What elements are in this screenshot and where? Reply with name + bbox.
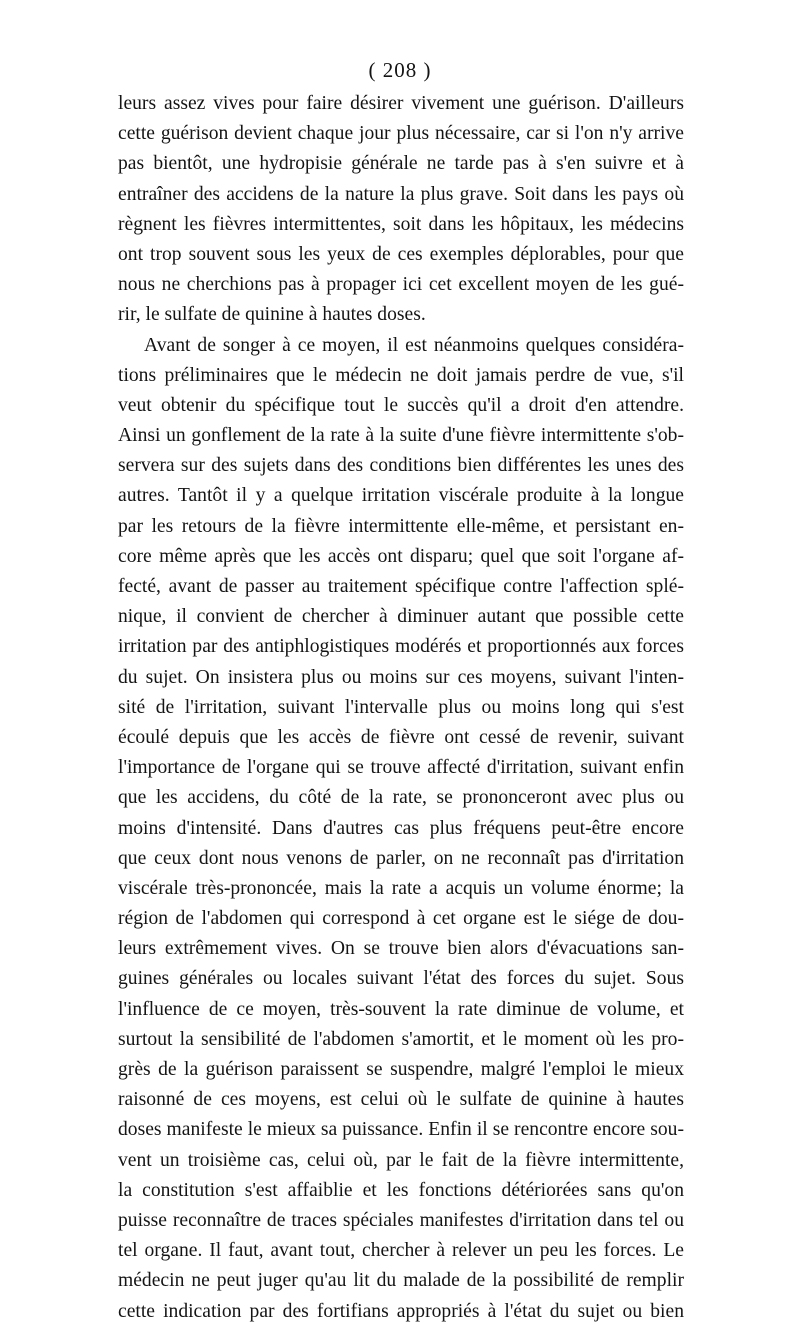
text-line: pas bientôt, une hydropisie générale ne tarde pas à s'en suivre et à (118, 153, 684, 175)
page-number: ( 208 ) (368, 58, 432, 82)
text-line: entraîner des accidens de la nature la plus grave. Soit dans les pays où (118, 183, 684, 205)
text-line: nique, il convient de chercher à diminuer autant que possible cette (118, 606, 684, 628)
text-line: viscérale très-prononcée, mais la rate a acquis un volume énorme; la (118, 877, 684, 899)
text-line: doses manifeste le mieux sa puissance. Enfin il se rencontre encore sou- (118, 1119, 684, 1141)
text-line: région de l'abdomen qui correspond à cet organe est le siége de dou- (118, 908, 684, 930)
text-line: Ainsi un gonflement de la rate à la suite d'une fièvre intermittente s'ob- (118, 425, 684, 447)
text-line: l'influence de ce moyen, très-souvent la rate diminue de volume, et (118, 998, 684, 1020)
text-line: raisonné de ces moyens, est celui où le sulfate de quinine à hautes (118, 1089, 684, 1111)
text-line: nous ne cherchions pas à propager ici cet excellent moyen de les gué- (118, 274, 684, 296)
text-line: surtout la sensibilité de l'abdomen s'amortit, et le moment où les pro- (118, 1028, 684, 1050)
text-line: irritation par des antiphlogistiques modérés et proportionnés aux forces (118, 636, 684, 658)
text-line: que les accidens, du côté de la rate, se prononceront avec plus ou (118, 787, 684, 809)
text-line: écoulé depuis que les accès de fièvre ont cessé de revenir, suivant (118, 726, 684, 748)
text-line: tions préliminaires que le médecin ne doit jamais perdre de vue, s'il (118, 364, 684, 386)
text-line: l'importance de l'organe qui se trouve affecté d'irritation, suivant enfin (118, 757, 684, 779)
text-line: sité de l'irritation, suivant l'intervalle plus ou moins long qui s'est (118, 696, 684, 718)
text-line: par les retours de la fièvre intermittente elle-même, et persistant en- (118, 515, 684, 537)
text-line: la constitution s'est affaiblie et les fonctions détériorées sans qu'on (118, 1179, 684, 1201)
text-line: du sujet. On insistera plus ou moins sur ces moyens, suivant l'inten- (118, 666, 684, 688)
text-line: vent un troisième cas, celui où, par le fait de la fièvre intermittente, (118, 1149, 684, 1171)
text-line: autres. Tantôt il y a quelque irritation viscérale produite à la longue (118, 485, 684, 507)
text-line: règnent les fièvres intermittentes, soit dans les hôpitaux, les médecins (118, 213, 684, 235)
text-line: puisse reconnaître de traces spéciales manifestes d'irritation dans tel ou (118, 1209, 684, 1231)
text-line: ont trop souvent sous les yeux de ces exemples déplorables, pour que (118, 243, 684, 265)
text-line: fecté, avant de passer au traitement spécifique contre l'affection splé- (118, 576, 684, 597)
text-line: guines générales ou locales suivant l'état des forces du sujet. Sous (118, 968, 684, 990)
text-line: Avant de songer à ce moyen, il est néanmoins quelques considéra- (144, 334, 684, 356)
text-line: cette indication par des fortifians appropriés à l'état du sujet ou bien (118, 1300, 684, 1322)
text-line: que ceux dont nous venons de parler, on ne reconnaît pas d'irritation (118, 847, 684, 869)
text-line: rir, le sulfate de quinine à hautes doses. (118, 304, 426, 326)
text-line: cette guérison devient chaque jour plus nécessaire, car si l'on n'y arrive (118, 123, 684, 145)
text-line: servera sur des sujets dans des conditions bien différentes les unes des (118, 455, 684, 477)
text-line: leurs extrêmement vives. On se trouve bien alors d'évacuations san- (118, 938, 684, 960)
body-text (118, 89, 684, 1327)
text-line: médecin ne peut juger qu'au lit du malade de la possibilité de remplir (118, 1270, 684, 1292)
text-line: leurs assez vives pour faire désirer vivement une guérison. D'ailleurs (118, 93, 684, 114)
text-line: tel organe. Il faut, avant tout, chercher à relever un peu les forces. Le (118, 1240, 684, 1262)
text-line: grès de la guérison paraissent se suspendre, malgré l'emploi le mieux (118, 1059, 684, 1080)
text-line: moins d'intensité. Dans d'autres cas plus fréquens peut-être encore (118, 817, 684, 839)
text-line: core même après que les accès ont disparu; quel que soit l'organe af- (118, 545, 684, 567)
text-line: veut obtenir du spécifique tout le succès qu'il a droit d'en attendre. (118, 394, 684, 416)
